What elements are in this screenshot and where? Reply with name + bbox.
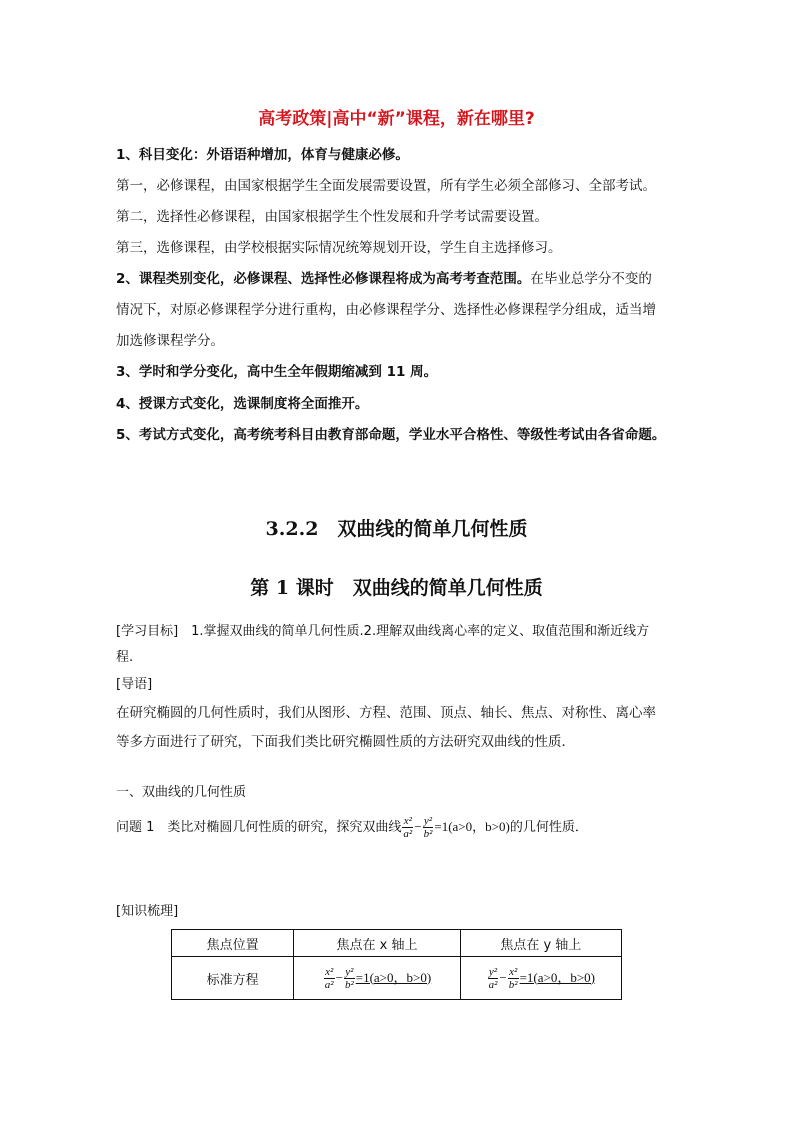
part1-title: 一、双曲线的几何性质 bbox=[116, 785, 247, 800]
question-suffix: 的几何性质． bbox=[509, 820, 588, 835]
minus-sign: − bbox=[499, 969, 507, 985]
fraction-y2-b2 bbox=[423, 815, 434, 840]
lesson-title: 第 1 课时 双曲线的简单几何性质 bbox=[250, 577, 543, 599]
equation-tail: =1(a>0，b>0) bbox=[355, 969, 432, 985]
standard-equation-y bbox=[460, 957, 621, 1000]
policy-item-5: 5、考试方式变化，高考统考科目由教育部命题，学业水平合格性、等级性考试由各省命题。 bbox=[116, 427, 666, 443]
standard-equation-x bbox=[294, 957, 460, 1000]
table-row-label: 标准方程 bbox=[172, 957, 294, 1000]
numerator: y² bbox=[345, 965, 354, 978]
table-row bbox=[172, 957, 622, 1000]
minus-sign: − bbox=[335, 969, 343, 985]
policy-third: 第三，选修课程，由学校根据实际情况统筹规划开设，学生自主选择修习。 bbox=[116, 240, 562, 256]
question-1 bbox=[116, 812, 588, 843]
numerator: x² bbox=[509, 965, 518, 978]
policy-item-2-line1 bbox=[116, 269, 652, 289]
policy-second: 第二，选择性必修课程，由国家根据学生个性发展和升学考试需要设置。 bbox=[116, 209, 548, 225]
fraction-x2-b2 bbox=[508, 966, 519, 991]
denominator: b² bbox=[344, 978, 354, 991]
policy-first: 第一，必修课程，由国家根据学生全面发展需要设置，所有学生必须全部修习、全部考试。 bbox=[116, 178, 656, 194]
table-header-cell: 焦点在 y 轴上 bbox=[460, 930, 621, 957]
knowledge-table bbox=[171, 929, 622, 1000]
numerator: x² bbox=[325, 965, 334, 978]
denominator: b² bbox=[423, 828, 433, 840]
question-prefix: 问题 1 类比对椭圆几何性质的研究，探究双曲线 bbox=[116, 820, 402, 835]
intro-line2: 等多方面进行了研究，下面我们类比研究椭圆性质的方法研究双曲线的性质． bbox=[116, 734, 575, 750]
fraction-y2-a2 bbox=[488, 966, 499, 991]
fraction-x2-a2 bbox=[402, 815, 413, 840]
table-header-cell: 焦点位置 bbox=[172, 930, 294, 957]
knowledge-label: [知识梳理] bbox=[116, 904, 179, 919]
denominator: a² bbox=[324, 978, 334, 991]
fraction-y2-b2 bbox=[344, 966, 355, 991]
section-title: 3.2.2 双曲线的简单几何性质 bbox=[265, 518, 528, 540]
policy-item-2-line3: 加选修课程学分。 bbox=[116, 333, 224, 349]
table-header-row bbox=[172, 930, 622, 957]
policy-item-2-bold: 2、课程类别变化，必修课程、选择性必修课程将成为高考考查范围。 bbox=[116, 271, 531, 287]
intro-label: [导语] bbox=[116, 677, 153, 692]
denominator: a² bbox=[403, 828, 413, 840]
denominator: b² bbox=[508, 978, 518, 991]
policy-item-4: 4、授课方式变化，选课制度将全面推开。 bbox=[116, 396, 369, 412]
page-title: 高考政策|高中“新”课程，新在哪里? bbox=[258, 109, 535, 129]
policy-item-3: 3、学时和学分变化，高中生全年假期缩减到 11 周。 bbox=[116, 364, 438, 380]
numerator: y² bbox=[423, 815, 433, 827]
fraction-x2-a2 bbox=[324, 966, 335, 991]
intro-line1: 在研究椭圆的几何性质时，我们从图形、方程、范围、顶点、轴长、焦点、对称性、离心率 bbox=[116, 705, 656, 721]
policy-item-1: 1、科目变化：外语语种增加，体育与健康必修。 bbox=[116, 147, 409, 163]
numerator: x² bbox=[403, 815, 412, 827]
learning-goals-line2: 程. bbox=[116, 650, 134, 665]
policy-item-2-line2: 情况下，对原必修课程学分进行重构，由必修课程学分、选择性必修课程学分组成，适当增 bbox=[116, 302, 656, 318]
equation-tail: =1(a>0，b>0) bbox=[519, 969, 596, 985]
policy-item-2-rest: 在毕业总学分不变的 bbox=[530, 271, 652, 287]
table-header-cell: 焦点在 x 轴上 bbox=[294, 930, 460, 957]
equation-tail: =1(a>0，b>0) bbox=[434, 819, 510, 834]
minus-sign: − bbox=[414, 819, 422, 834]
denominator: a² bbox=[488, 978, 498, 991]
numerator: y² bbox=[488, 965, 498, 978]
learning-goals-line1: [学习目标] 1.掌握双曲线的简单几何性质.2.理解双曲线离心率的定义、取值范围和渐近线方 bbox=[116, 624, 650, 639]
